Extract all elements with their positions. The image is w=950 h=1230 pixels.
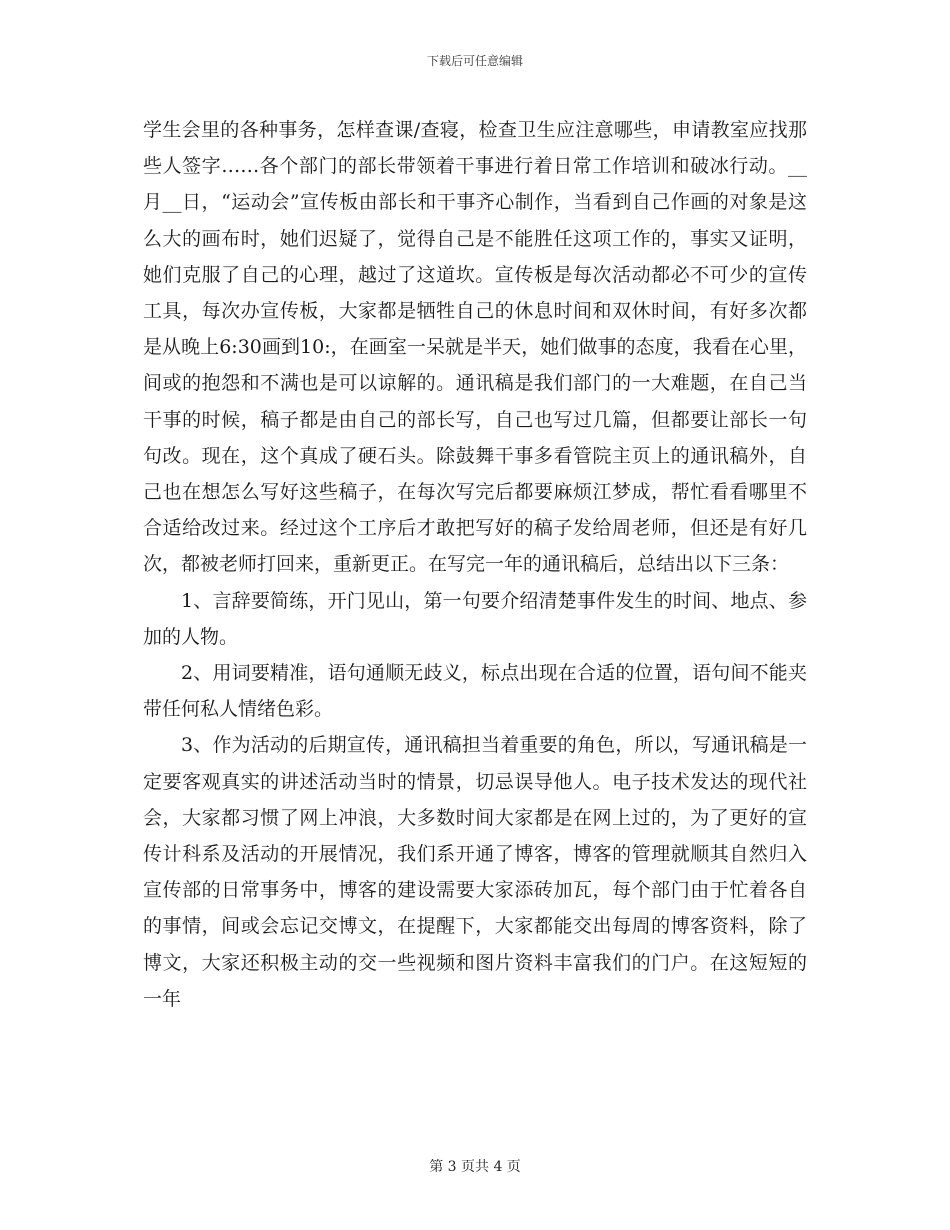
list-item: 3、作为活动的后期宣传，通讯稿担当着重要的角色，所以，写通讯稿是一定要客观真实的讲述活动当时的情景，切忌误导他人。电子技术发达的现代社会，大家都习惯了网上冲浪，大多数时间大家都是在网上过的，为了更好的宣传计科系及活动的开展情况，我们系开通了博客，博客的管理就顺其自然归入宣传部的日常事务中，博客的建设需要大家添砖加瓦，每个部门由于忙着各自的事情，间或会忘记交博文，在提醒下，大家都能交出每周的博客资料，除了博文，大家还积极主动的交一些视频和图片资料丰富我们的门户。在这短短的一年 — [143, 734, 807, 1010]
list-item: 1、言辞要简练，开门见山，第一句要介绍清楚事件发生的时间、地点、参加的人物。 — [143, 589, 807, 648]
document-body — [143, 112, 807, 1017]
list-item: 2、用词要精准，语句通顺无歧义，标点出现在合适的位置，语句间不能夹带任何私人情绪色彩。 — [143, 662, 807, 721]
page-footer: 第 3 页共 4 页 — [429, 1159, 521, 1175]
body-paragraph: 学生会里的各种事务，怎样查课/查寝，检查卫生应注意哪些，申请教室应找那些人签字……各个部门的部长带领着干事进行着日常工作培训和破冰行动。__月__日，“运动会”宣传板由部长和干事齐心制作，当看到自己作画的对象是这么大的画布时，她们迟疑了，觉得自己是不能胜任这项工作的，事实又证明，她们克服了自己的心理，越过了这道坎。宣传板是每次活动都必不可少的宣传工具，每次办宣传板，大家都是牺牲自己的休息时间和双休时间，有好多次都是从晚上6:30画到10:，在画室一呆就是半天，她们做事的态度，我看在心里，间或的抱怨和不满也是可以谅解的。通讯稿是我们部门的一大难题，在自己当干事的时候，稿子都是由自己的部长写，自己也写过几篇，但都要让部长一句句改。现在，这个真成了硬石头。除鼓舞干事多看管院主页上的通讯稿外，自己也在想怎么写好这些稿子，在每次写完后都要麻烦江梦成，帮忙看看哪里不合适给改过来。经过这个工序后才敢把写好的稿子发给周老师，但还是有好几次，都被老师打回来，重新更正。在写完一年的通讯稿后，总结出以下三条： — [143, 119, 807, 576]
page-header: 下载后可任意编辑 — [426, 54, 523, 68]
